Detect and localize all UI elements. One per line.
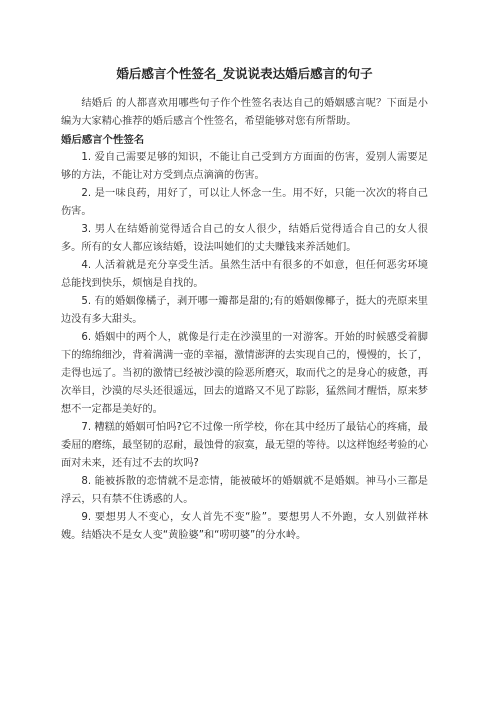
list-item-1: 1. 爱自己需要足够的知识，不能让自己受到方方面面的伤害，爱别人需要足够的方法，不能让对方受到点点滴滴的伤害。 [61, 152, 428, 181]
list-item-9: 9. 要想男人不变心，女人首先不变“脸”。要想男人不外跑，女人别做祥林嫂。结婚决不是女人变“黄脸婆”和“唠叨婆”的分水岭。 [61, 512, 428, 541]
intro-paragraph: 结婚后 的人都喜欢用哪些句子作个性签名表达自己的婚姻感言呢？下面是小编为大家精心推荐的婚后感言个性签名，希望能够对您有所帮助。 [61, 98, 428, 127]
list-item-7: 7. 糟糕的婚姻可怕吗?它不过像一所学校，你在其中经历了最钻心的疼痛，最委屈的磨练，最坚韧的忍耐，最蚀骨的寂寞，最无望的等待。以这样饱经考验的心面对未来，还有过不去的坎吗? [61, 422, 428, 469]
list-item-3: 3. 男人在结婚前觉得适合自己的女人很少，结婚后觉得适合自己的女人很多。所有的女人都应该结婚，设法叫她们的丈夫赚钱来养活她们。 [61, 224, 428, 253]
page-title: 婚后感言个性签名_发说说表达婚后感言的句子 [116, 66, 373, 81]
list-item-5: 5. 有的婚姻像橘子，剥开哪一瓣都是甜的;有的婚姻像椰子，挺大的壳原来里边没有多大甜头。 [61, 296, 428, 325]
list-item-8: 8. 能被拆散的恋情就不是恋情，能被破坏的婚姻就不是婚姻。神马小三都是浮云，只有禁不住诱惑的人。 [61, 476, 428, 505]
list-item-4: 4. 人活着就是充分享受生活。虽然生活中有很多的不如意，但任何恶劣环境总能找到快乐，烦恼是自找的。 [61, 260, 428, 289]
list-item-2: 2. 是一味良药，用好了，可以让人怀念一生。用不好，只能一次次的将自己伤害。 [61, 188, 428, 217]
list-item-6: 6. 婚姻中的两个人，就像是行走在沙漠里的一对游客。开始的时候感受着脚下的绵绵细沙，背着满满一壶的幸福，激情澎湃的去实现自己的，慢慢的，长了，走得也远了。当初的激情已经被沙漠的险恶所磨灭，取而代之的是身心的疲惫，再次举目，沙漠的尽头还很遥远，回去的道路又不见了踪影，猛然间才醒悟，原来梦想不一定都是美好的。 [61, 332, 428, 415]
section-heading: 婚后感言个性签名 [61, 134, 145, 146]
